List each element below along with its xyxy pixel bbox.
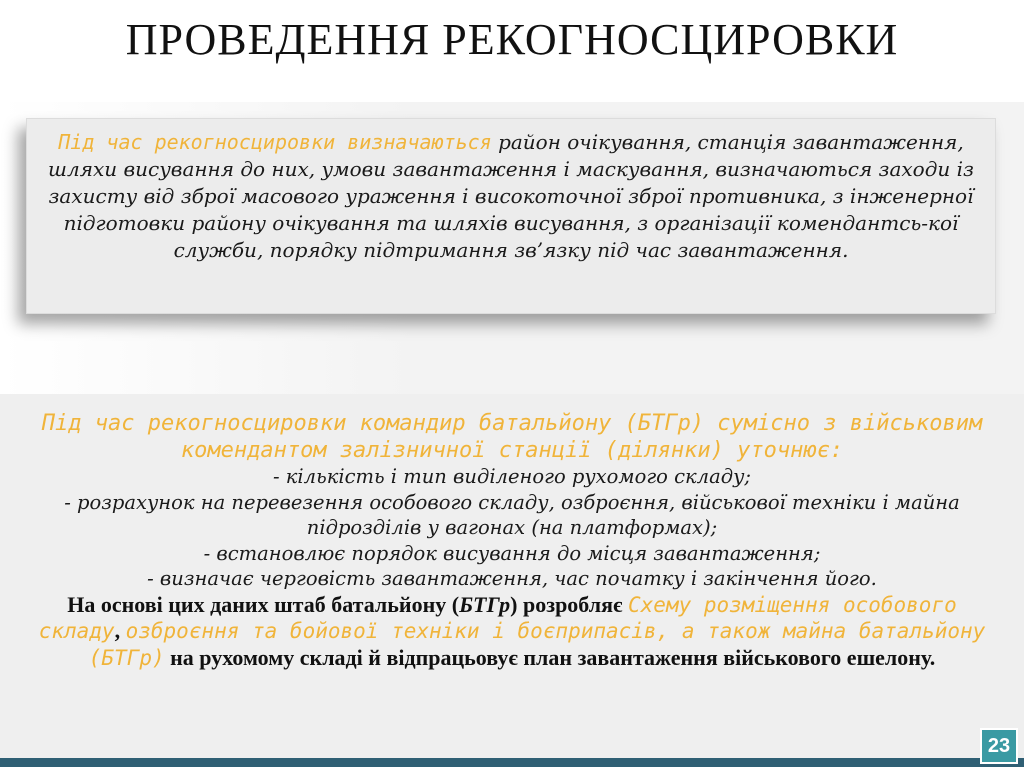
box2-heading: Під час рекогносцировки командир батальйону (БТГр) сумісно з військовим комендантом залізничної станції (ділянки) уточнює:: [41, 411, 983, 463]
box2-item: - встановлює порядок висування до місця завантаження;: [203, 541, 821, 565]
box2-item: - визначає черговість завантаження, час початку і закінчення його.: [147, 567, 877, 590]
reconnaissance-tasks-box: [26, 118, 996, 314]
page-number-badge: 23: [980, 728, 1018, 764]
conclusion-bold-1: На основі цих даних штаб батальйону (: [67, 591, 460, 617]
conclusion-yellow-2: озброєння та бойової техніки і боєприпасів, а також майна батальйону (БТГр): [88, 619, 986, 670]
conclusion-comma: ,: [114, 618, 126, 643]
commander-tasks-box: [22, 410, 1002, 730]
slide-title: ПРОВЕДЕННЯ РЕКОГНОСЦИРОВКИ: [125, 15, 899, 64]
box2-item: - кількість і тип виділеного рухомого складу;: [273, 465, 751, 488]
box2-item: - розрахунок на перевезення особового складу, озброєння, військової техніки і майна підрозділів у вагонах (на платформах);: [64, 490, 960, 539]
bottom-bar: [0, 758, 1024, 767]
box1-text: район очікування, станція завантаження, шляхи висування до них, умови завантаження і маскування, визначаються заходи із захисту від зброї масового ураження і високоточної зброї противника, з інженерної підготовки району очікування та шляхів висування, з організації комендантсь-кої служби, порядку підтримання зв’язку під час завантаження.: [48, 130, 974, 262]
conclusion-yellow-1: Схему розміщення особового складу: [38, 592, 957, 643]
conclusion-bold-2: ) розробляє: [510, 591, 629, 617]
box2-conclusion: [22, 592, 1002, 672]
box1-highlight: Під час рекогносцировки визначаються: [58, 130, 492, 154]
conclusion-btgr: БТГр: [459, 591, 511, 617]
conclusion-bold-3: на рухомому складі й відпрацьовує план завантаження військового ешелону.: [164, 644, 936, 670]
